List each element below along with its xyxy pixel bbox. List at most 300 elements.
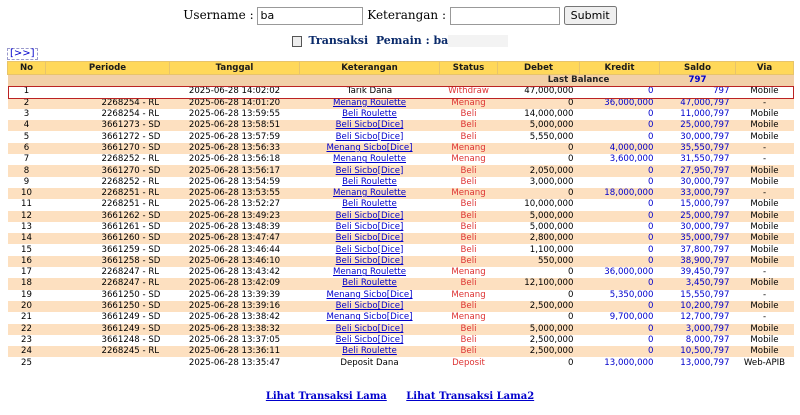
row-keterangan [300, 120, 440, 131]
row-keterangan: Tarik Dana [300, 86, 440, 97]
row-saldo: 25,000,797 [660, 211, 736, 222]
column-header: Tanggal [170, 62, 300, 75]
row-periode: 3661260 - SD [46, 233, 170, 244]
row-keterangan [300, 233, 440, 244]
keterangan-link[interactable]: Beli Sicbo[Dice] [335, 244, 404, 255]
row-keterangan [300, 312, 440, 323]
row-status: Menang [440, 312, 498, 323]
row-saldo: 797 [660, 86, 736, 97]
row-tanggal: 2025-06-28 14:01:20 [170, 98, 300, 109]
row-periode: 3661258 - SD [46, 256, 170, 267]
row-periode: 3661249 - SD [46, 324, 170, 335]
row-keterangan [300, 244, 440, 255]
row-tanggal: 2025-06-28 13:57:59 [170, 131, 300, 142]
row-status: Deposit [440, 357, 498, 368]
row-tanggal: 2025-06-28 13:53:55 [170, 188, 300, 199]
column-header: Kredit [580, 62, 660, 75]
row-periode: 3661250 - SD [46, 290, 170, 301]
row-tanggal: 2025-06-28 13:36:11 [170, 346, 300, 357]
row-periode: 2268247 - RL [46, 278, 170, 289]
row-via: Mobile [736, 86, 794, 97]
row-tanggal: 2025-06-28 13:54:59 [170, 177, 300, 188]
row-via: - [736, 143, 794, 154]
transaction-table [7, 61, 794, 369]
row-kredit: 0 [580, 109, 660, 120]
row-saldo: 15,000,797 [660, 199, 736, 210]
row-debet: 3,000,000 [498, 177, 580, 188]
table-row [8, 211, 794, 222]
row-debet: 0 [498, 267, 580, 278]
row-no: 6 [8, 143, 46, 154]
row-periode: 2268252 - RL [46, 154, 170, 165]
table-row [8, 324, 794, 335]
keterangan-link[interactable]: Beli Roulette [342, 199, 397, 210]
row-no: 12 [8, 211, 46, 222]
username-input[interactable] [257, 7, 363, 25]
row-via: - [736, 267, 794, 278]
row-kredit: 0 [580, 131, 660, 142]
row-via: Mobile [736, 222, 794, 233]
row-debet: 14,000,000 [498, 109, 580, 120]
row-periode [46, 357, 170, 368]
row-kredit: 0 [580, 120, 660, 131]
row-via: Mobile [736, 346, 794, 357]
row-keterangan [300, 301, 440, 312]
row-keterangan [300, 346, 440, 357]
row-keterangan [300, 131, 440, 142]
keterangan-link[interactable]: Beli Sicbo[Dice] [335, 255, 404, 266]
table-row [8, 244, 794, 255]
row-via: - [736, 154, 794, 165]
row-keterangan [300, 278, 440, 289]
row-status: Beli [440, 120, 498, 131]
row-keterangan [300, 290, 440, 301]
row-no: 1 [8, 86, 46, 97]
keterangan-link[interactable]: Menang Sicbo[Dice] [326, 312, 413, 323]
row-keterangan [300, 199, 440, 210]
row-status: Beli [440, 211, 498, 222]
row-saldo: 35,000,797 [660, 233, 736, 244]
column-header: Saldo [660, 62, 736, 75]
row-kredit: 0 [580, 222, 660, 233]
row-saldo: 47,000,797 [660, 98, 736, 109]
row-tanggal: 2025-06-28 13:39:39 [170, 290, 300, 301]
keterangan-link[interactable]: Menang Roulette [332, 97, 407, 108]
row-tanggal: 2025-06-28 13:56:17 [170, 165, 300, 176]
row-kredit: 36,000,000 [580, 267, 660, 278]
row-keterangan [300, 335, 440, 346]
table-row [8, 131, 794, 142]
row-saldo: 25,000,797 [660, 120, 736, 131]
row-keterangan [300, 98, 440, 109]
table-row [8, 301, 794, 312]
row-kredit: 5,350,000 [580, 290, 660, 301]
row-periode: 3661250 - SD [46, 301, 170, 312]
row-debet: 0 [498, 188, 580, 199]
row-periode: 3661272 - SD [46, 131, 170, 142]
row-kredit: 0 [580, 301, 660, 312]
row-periode: 2268251 - RL [46, 188, 170, 199]
keterangan-link[interactable]: Beli Sicbo[Dice] [335, 233, 404, 244]
row-keterangan [300, 324, 440, 335]
table-row [8, 233, 794, 244]
row-tanggal: 2025-06-28 13:43:42 [170, 267, 300, 278]
row-periode: 3661262 - SD [46, 211, 170, 222]
row-debet: 5,000,000 [498, 324, 580, 335]
row-status: Menang [440, 98, 498, 109]
table-row [8, 335, 794, 346]
username-label: Username : [183, 8, 254, 22]
keterangan-link[interactable]: Beli Sicbo[Dice] [335, 210, 404, 221]
row-saldo: 10,200,797 [660, 301, 736, 312]
row-tanggal: 2025-06-28 13:39:16 [170, 301, 300, 312]
row-no: 24 [8, 346, 46, 357]
row-periode: 3661270 - SD [46, 143, 170, 154]
row-tanggal: 2025-06-28 13:38:42 [170, 312, 300, 323]
title-pemain: Pemain : ba [375, 34, 449, 47]
row-kredit: 0 [580, 278, 660, 289]
row-status: Menang [440, 143, 498, 154]
keterangan-link[interactable]: Beli Sicbo[Dice] [335, 222, 404, 232]
row-via: Mobile [736, 199, 794, 210]
row-debet: 2,500,000 [498, 301, 580, 312]
table-row [8, 267, 794, 278]
keterangan-link[interactable]: Beli Sicbo[Dice] [335, 323, 404, 334]
row-periode: 3661248 - SD [46, 335, 170, 346]
row-debet: 0 [498, 290, 580, 301]
row-tanggal: 2025-06-28 13:56:18 [170, 154, 300, 165]
row-no: 3 [8, 109, 46, 120]
keterangan-link[interactable]: Beli Sicbo[Dice] [335, 131, 404, 142]
row-status: Beli [440, 244, 498, 255]
row-status: Beli [440, 233, 498, 244]
table-row [8, 188, 794, 199]
row-keterangan [300, 109, 440, 120]
search-form [0, 6, 800, 25]
row-tanggal: 2025-06-28 13:35:47 [170, 357, 300, 368]
last-balance-value: 797 [660, 75, 736, 87]
column-header: Keterangan [300, 62, 440, 75]
row-saldo: 33,000,797 [660, 188, 736, 199]
redacted-mask [448, 35, 508, 47]
table-row [8, 177, 794, 188]
row-no: 9 [8, 177, 46, 188]
row-no: 5 [8, 131, 46, 142]
row-no: 19 [8, 290, 46, 301]
row-keterangan [300, 165, 440, 176]
row-debet: 0 [498, 98, 580, 109]
row-status: Beli [440, 222, 498, 233]
row-status: Beli [440, 256, 498, 267]
row-no: 11 [8, 199, 46, 210]
row-saldo: 3,450,797 [660, 278, 736, 289]
row-kredit: 0 [580, 165, 660, 176]
row-debet: 0 [498, 143, 580, 154]
row-kredit: 0 [580, 346, 660, 357]
lihat-transaksi-lama2-link[interactable]: Lihat Transaksi Lama2 [406, 391, 535, 402]
row-keterangan [300, 188, 440, 199]
table-row [8, 143, 794, 154]
row-tanggal: 2025-06-28 13:59:55 [170, 109, 300, 120]
row-kredit: 0 [580, 324, 660, 335]
table-row [8, 256, 794, 267]
table-row [8, 357, 794, 368]
row-debet: 2,500,000 [498, 346, 580, 357]
row-kredit: 0 [580, 199, 660, 210]
row-via: Mobile [736, 109, 794, 120]
row-saldo: 15,550,797 [660, 290, 736, 301]
row-via: Mobile [736, 177, 794, 188]
row-no: 14 [8, 233, 46, 244]
row-periode: 2268254 - RL [46, 98, 170, 109]
row-status: Beli [440, 301, 498, 312]
table-row [8, 98, 794, 109]
row-debet: 47,000,000 [498, 86, 580, 97]
column-header: No [8, 62, 46, 75]
row-via: - [736, 98, 794, 109]
title-prefix: Transaksi [308, 34, 369, 47]
row-saldo: 38,900,797 [660, 256, 736, 267]
row-tanggal: 2025-06-28 13:46:44 [170, 244, 300, 255]
row-saldo: 12,700,797 [660, 312, 736, 323]
row-keterangan: Deposit Dana [300, 357, 440, 368]
row-via: Mobile [736, 120, 794, 131]
row-debet: 1,100,000 [498, 244, 580, 255]
keterangan-link[interactable]: Beli Sicbo[Dice] [335, 334, 404, 345]
row-tanggal: 2025-06-28 13:47:47 [170, 233, 300, 244]
table-row [8, 86, 794, 97]
row-no: 16 [8, 256, 46, 267]
row-kredit: 0 [580, 177, 660, 188]
page-title [0, 34, 800, 47]
row-kredit: 0 [580, 244, 660, 255]
row-status: Menang [440, 267, 498, 278]
keterangan-link[interactable]: Menang Roulette [332, 188, 407, 199]
row-via: - [736, 312, 794, 323]
row-no: 13 [8, 222, 46, 233]
keterangan-link[interactable]: Beli Roulette [342, 109, 397, 120]
last-balance-label: Last Balance [498, 75, 660, 87]
row-saldo: 11,000,797 [660, 109, 736, 120]
keterangan-link[interactable]: Beli Roulette [342, 346, 397, 357]
row-no: 7 [8, 154, 46, 165]
column-header: Periode [46, 62, 170, 75]
column-header: Debet [498, 62, 580, 75]
row-tanggal: 2025-06-28 13:37:05 [170, 335, 300, 346]
row-no: 25 [8, 357, 46, 368]
last-balance-row [8, 75, 794, 87]
row-status: Beli [440, 131, 498, 142]
row-kredit: 0 [580, 256, 660, 267]
row-via: Web-APIB [736, 357, 794, 368]
row-no: 20 [8, 301, 46, 312]
row-periode: 3661270 - SD [46, 165, 170, 176]
row-status: Beli [440, 177, 498, 188]
row-via: Mobile [736, 301, 794, 312]
row-periode: 3661261 - SD [46, 222, 170, 233]
row-status: Beli [440, 278, 498, 289]
table-row [8, 199, 794, 210]
row-saldo: 39,450,797 [660, 267, 736, 278]
row-no: 23 [8, 335, 46, 346]
expand-link[interactable]: [>>] [7, 48, 38, 60]
row-keterangan [300, 177, 440, 188]
row-periode: 3661249 - SD [46, 312, 170, 323]
row-keterangan [300, 211, 440, 222]
row-no: 15 [8, 244, 46, 255]
keterangan-label: Keterangan : [367, 8, 447, 22]
row-no: 22 [8, 324, 46, 335]
row-saldo: 3,000,797 [660, 324, 736, 335]
row-debet: 2,050,000 [498, 165, 580, 176]
row-saldo: 31,550,797 [660, 154, 736, 165]
document-icon [292, 36, 302, 47]
keterangan-link[interactable]: Menang Sicbo[Dice] [326, 142, 413, 153]
row-debet: 10,000,000 [498, 199, 580, 210]
row-via: Mobile [736, 256, 794, 267]
table-row [8, 120, 794, 131]
row-via: Mobile [736, 233, 794, 244]
row-no: 8 [8, 165, 46, 176]
row-via: Mobile [736, 244, 794, 255]
row-tanggal: 2025-06-28 13:38:32 [170, 324, 300, 335]
row-debet: 5,000,000 [498, 222, 580, 233]
table-row [8, 346, 794, 357]
keterangan-link[interactable]: Menang Roulette [332, 267, 407, 278]
row-status: Beli [440, 109, 498, 120]
table-header-row [8, 62, 794, 75]
row-debet: 550,000 [498, 256, 580, 267]
row-saldo: 13,000,797 [660, 357, 736, 368]
row-via: Mobile [736, 211, 794, 222]
row-status: Beli [440, 346, 498, 357]
row-tanggal: 2025-06-28 13:46:10 [170, 256, 300, 267]
row-kredit: 18,000,000 [580, 188, 660, 199]
submit-button[interactable]: Submit [564, 6, 617, 25]
row-no: 18 [8, 278, 46, 289]
row-tanggal: 2025-06-28 13:52:27 [170, 199, 300, 210]
row-keterangan [300, 143, 440, 154]
table-row [8, 312, 794, 323]
row-debet: 5,000,000 [498, 211, 580, 222]
row-kredit: 0 [580, 211, 660, 222]
keterangan-link[interactable]: Beli Sicbo[Dice] [335, 301, 404, 312]
row-periode: 2268251 - RL [46, 199, 170, 210]
lihat-transaksi-lama-link[interactable]: Lihat Transaksi Lama [265, 391, 387, 402]
row-tanggal: 2025-06-28 13:49:23 [170, 211, 300, 222]
row-status: Menang [440, 188, 498, 199]
row-via: Mobile [736, 335, 794, 346]
table-row [8, 222, 794, 233]
row-no: 4 [8, 120, 46, 131]
row-kredit: 3,600,000 [580, 154, 660, 165]
row-tanggal: 2025-06-28 13:56:33 [170, 143, 300, 154]
row-status: Beli [440, 199, 498, 210]
row-kredit: 13,000,000 [580, 357, 660, 368]
row-via: Mobile [736, 278, 794, 289]
row-keterangan [300, 154, 440, 165]
keterangan-input[interactable] [450, 7, 560, 25]
row-saldo: 37,800,797 [660, 244, 736, 255]
row-saldo: 8,000,797 [660, 335, 736, 346]
row-kredit: 36,000,000 [580, 98, 660, 109]
row-via: Mobile [736, 131, 794, 142]
bottom-links [0, 391, 800, 402]
row-periode: 3661259 - SD [46, 244, 170, 255]
row-saldo: 30,000,797 [660, 131, 736, 142]
row-periode: 2268252 - RL [46, 177, 170, 188]
row-kredit: 9,700,000 [580, 312, 660, 323]
row-debet: 0 [498, 357, 580, 368]
row-status: Withdraw [440, 86, 498, 97]
row-keterangan [300, 256, 440, 267]
row-via: - [736, 290, 794, 301]
row-no: 21 [8, 312, 46, 323]
row-debet: 2,800,000 [498, 233, 580, 244]
row-debet: 2,500,000 [498, 335, 580, 346]
row-debet: 5,000,000 [498, 120, 580, 131]
row-tanggal: 2025-06-28 13:58:51 [170, 120, 300, 131]
row-status: Beli [440, 165, 498, 176]
row-no: 2 [8, 98, 46, 109]
table-row [8, 290, 794, 301]
row-debet: 5,550,000 [498, 131, 580, 142]
keterangan-link[interactable]: Beli Sicbo[Dice] [335, 120, 404, 131]
row-via: Mobile [736, 165, 794, 176]
row-tanggal: 2025-06-28 14:02:02 [170, 86, 300, 97]
row-saldo: 10,500,797 [660, 346, 736, 357]
row-periode: 2268245 - RL [46, 346, 170, 357]
row-kredit: 0 [580, 233, 660, 244]
keterangan-link[interactable]: Beli Roulette [342, 176, 397, 187]
table-row [8, 278, 794, 289]
row-no: 10 [8, 188, 46, 199]
row-saldo: 30,000,797 [660, 222, 736, 233]
row-periode [46, 86, 170, 97]
row-tanggal: 2025-06-28 13:42:09 [170, 278, 300, 289]
row-saldo: 30,000,797 [660, 177, 736, 188]
row-status: Beli [440, 324, 498, 335]
row-keterangan [300, 222, 440, 233]
table-row [8, 154, 794, 165]
row-debet: 0 [498, 154, 580, 165]
row-saldo: 35,550,797 [660, 143, 736, 154]
row-debet: 12,100,000 [498, 278, 580, 289]
keterangan-link[interactable]: Beli Roulette [342, 278, 397, 289]
row-kredit: 4,000,000 [580, 143, 660, 154]
table-row [8, 109, 794, 120]
row-periode: 2268254 - RL [46, 109, 170, 120]
row-no: 17 [8, 267, 46, 278]
row-periode: 2268247 - RL [46, 267, 170, 278]
column-header: Status [440, 62, 498, 75]
column-header: Via [736, 62, 794, 75]
keterangan-link[interactable]: Menang Roulette [332, 154, 407, 165]
row-tanggal: 2025-06-28 13:48:39 [170, 222, 300, 233]
row-keterangan [300, 267, 440, 278]
row-debet: 0 [498, 312, 580, 323]
keterangan-link[interactable]: Menang Sicbo[Dice] [326, 289, 413, 300]
row-saldo: 27,950,797 [660, 165, 736, 176]
row-status: Beli [440, 335, 498, 346]
row-kredit: 0 [580, 86, 660, 97]
keterangan-link[interactable]: Beli Sicbo[Dice] [335, 165, 404, 176]
row-periode: 3661273 - SD [46, 120, 170, 131]
row-via: Mobile [736, 324, 794, 335]
table-row [8, 165, 794, 176]
row-kredit: 0 [580, 335, 660, 346]
row-via: - [736, 188, 794, 199]
